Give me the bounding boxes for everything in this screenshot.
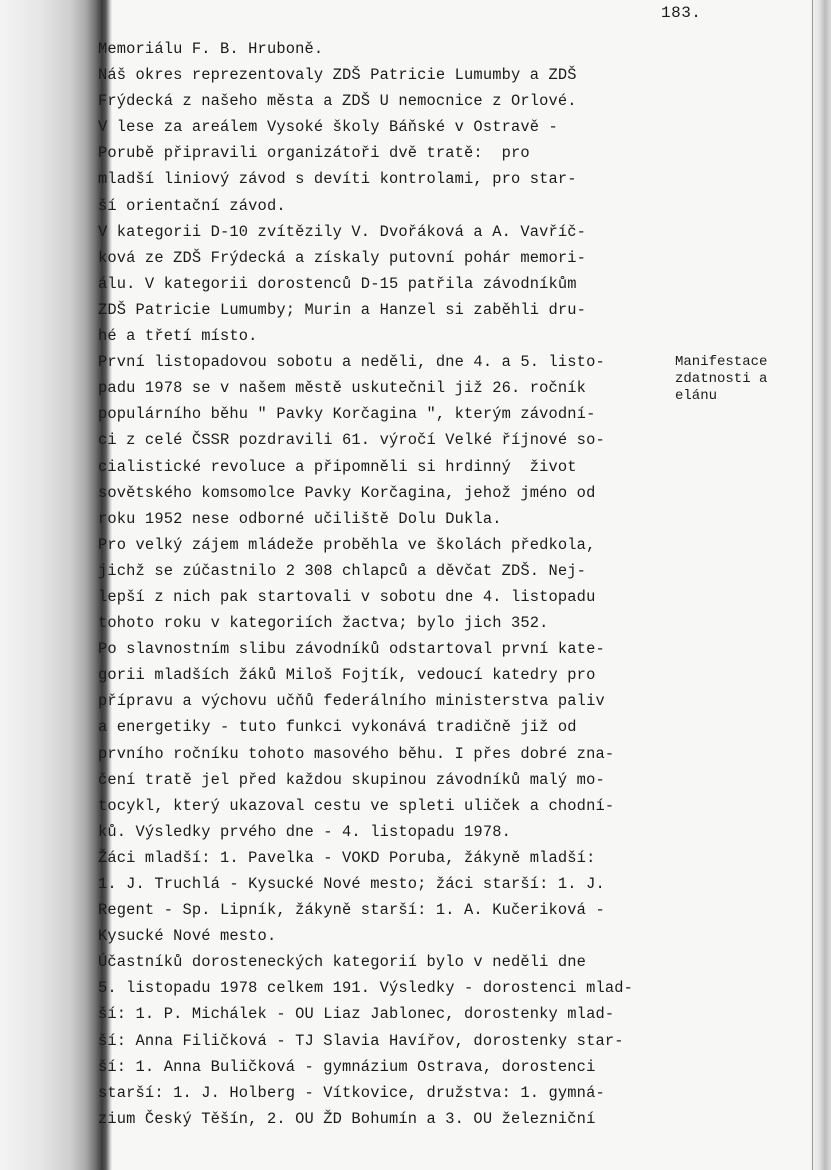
text-line: Po slavnostním slibu závodníků odstartoval první kate-	[98, 640, 605, 659]
text-line: lepší z nich pak startovali v sobotu dne 4. listopadu	[98, 587, 596, 606]
text-line: ší orientační závod.	[98, 196, 286, 215]
text-line: Frýdecká z našeho města a ZDŠ U nemocnice z Orlové.	[98, 92, 577, 111]
text-line: ková ze ZDŠ Frýdecká a získaly putovní pohár memori-	[98, 248, 587, 267]
text-line: jichž se zúčastnilo 2 308 chlapců a děvčat ZDŠ. Nej-	[98, 561, 587, 580]
text-line: ků. Výsledky prvého dne - 4. listopadu 1978.	[98, 822, 511, 841]
text-line: prvního ročníku tohoto masového běhu. I přes dobré zna-	[98, 744, 615, 763]
text-line: Účastníků dorosteneckých kategorií bylo v neděli dne	[98, 953, 587, 972]
binding-shadow	[0, 0, 112, 1170]
text-line: Regent - Sp. Lipník, žákyně starší: 1. A. Kučeriková -	[98, 901, 605, 920]
document-body	[98, 36, 678, 1132]
text-line: cialistické revoluce a připomněli si hrdinný život	[98, 457, 577, 476]
text-line: gorii mladších žáků Miloš Fojtík, vedoucí katedry pro	[98, 666, 596, 685]
text-line: ší: 1. Anna Buličková - gymnázium Ostrava, dorostenci	[98, 1057, 596, 1076]
margin-note-line: Manifestace	[675, 354, 768, 370]
text-line: a energetiky - tuto funkci vykonává tradičně již od	[98, 718, 577, 737]
text-line: mladší liniový závod s devíti kontrolami, pro star-	[98, 170, 577, 189]
text-line: ci z celé ČSSR pozdravili 61. výročí Velké říjnové so-	[98, 431, 605, 450]
margin-note	[675, 354, 805, 405]
text-line: starší: 1. J. Holberg - Vítkovice, družstva: 1. gymná-	[98, 1083, 605, 1102]
text-line: První listopadovou sobotu a neděli, dne 4. a 5. listo-	[98, 353, 605, 372]
text-line: V kategorii D-10 zvítězily V. Dvořáková a A. Vavříč-	[98, 222, 587, 241]
text-line: 1. J. Truchlá - Kysucké Nové mesto; žáci starší: 1. J.	[98, 875, 605, 893]
text-line: Porubě připravili organizátoři dvě tratě: pro	[98, 144, 530, 163]
text-line: roku 1952 nese odborné učiliště Dolu Dukla.	[98, 509, 502, 528]
text-line: přípravu a výchovu učňů federálního ministerstva paliv	[98, 692, 605, 711]
text-line: álu. V kategorii dorostenců D-15 patřila závodníkům	[98, 274, 577, 293]
text-line: Náš okres reprezentovaly ZDŠ Patricie Lumumby a ZDŠ	[98, 66, 577, 85]
text-line: hé a třetí místo.	[98, 327, 258, 346]
text-line: Kysucké Nové mesto.	[98, 927, 277, 946]
text-line: populárního běhu " Pavky Korčagina ", kterým závodní-	[98, 405, 596, 424]
page-number: 183.	[661, 4, 702, 22]
text-line: V lese za areálem Vysoké školy Báňské v Ostravě -	[98, 118, 558, 137]
text-line: sovětského komsomolce Pavky Korčagina, jehož jméno od	[98, 483, 596, 502]
text-line: tohoto roku v kategoriích žactva; bylo jich 352.	[98, 614, 549, 633]
text-line: padu 1978 se v našem městě uskutečnil již 26. ročník	[98, 379, 587, 398]
margin-note-line: zdatnosti a	[675, 371, 768, 387]
text-line: ší: 1. P. Michálek - OU Liaz Jablonec, dorostenky mlad-	[98, 1005, 615, 1024]
margin-note-line: elánu	[675, 388, 718, 404]
text-line: Žáci mladší: 1. Pavelka - VOKD Poruba, žákyně mladší:	[98, 848, 596, 867]
text-line: Memoriálu F. B. Hruboně.	[98, 40, 324, 58]
text-line: Pro velký zájem mládeže proběhla ve školách předkola,	[98, 535, 596, 554]
text-line: ZDŠ Patricie Lumumby; Murin a Hanzel si zaběhli dru-	[98, 300, 587, 319]
text-line: tocykl, který ukazoval cestu ve spleti uliček a chodní-	[98, 796, 615, 815]
page-edge-line	[812, 0, 813, 1170]
text-line: zium Český Těšín, 2. OU ŽD Bohumín a 3. OU železniční	[98, 1109, 596, 1128]
text-line: 5. listopadu 1978 celkem 191. Výsledky - dorostenci mlad-	[98, 979, 633, 998]
text-line: ší: Anna Filičková - TJ Slavia Havířov, dorostenky star-	[98, 1031, 624, 1050]
text-line: čení tratě jel před každou skupinou závodníků malý mo-	[98, 770, 605, 789]
